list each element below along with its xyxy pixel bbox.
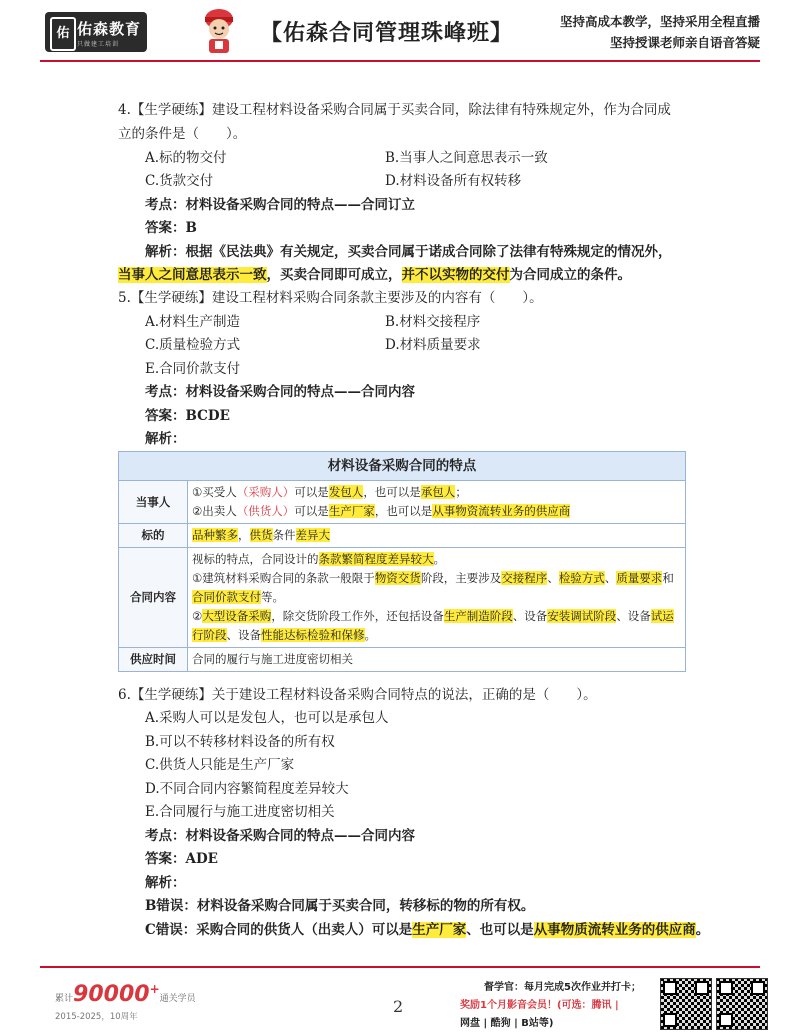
row-content: [188, 524, 686, 548]
q6-option-a: A.采购人可以是发包人，也可以是承包人: [145, 710, 389, 726]
highlight: 大型设备采购: [202, 609, 272, 623]
text: ，买卖合同即可成立，: [266, 267, 402, 283]
table-row: [119, 548, 686, 648]
text: ①买受人: [192, 485, 237, 499]
text: 可以是: [294, 485, 329, 499]
table-row: [119, 481, 686, 524]
text: 累计: [55, 994, 74, 1004]
q5-option-a: A.材料生产制造: [145, 314, 241, 330]
highlight: 安装调试阶段: [547, 609, 617, 623]
text: C错误：采购合同的供货人（出卖人）可以是: [145, 922, 413, 938]
cell-line: [192, 550, 681, 569]
row-label: 当事人: [119, 481, 188, 524]
row-content: [188, 548, 686, 648]
q5-answer: 答案：BCDE: [145, 408, 230, 424]
highlight: 差异大: [295, 528, 330, 542]
highlight: 并不以实物的交付: [401, 267, 510, 283]
q4-answer: 答案：B: [145, 220, 197, 236]
q5-explanation-label: 解析：: [145, 431, 186, 447]
highlight: 生产厂家: [328, 504, 375, 518]
text: +: [149, 982, 160, 996]
highlight: 质量要求: [616, 571, 663, 585]
text: 、也可以是: [466, 922, 534, 938]
table-row: [119, 648, 686, 672]
promo-line-3: 网盘 | 酷狗 | B站等): [460, 1018, 554, 1029]
q4-option-c: C.货款交付: [145, 173, 214, 189]
row-label: 合同内容: [119, 548, 188, 648]
text: 为合同成立的条件。: [509, 267, 631, 283]
q6-c-note: [145, 920, 709, 940]
text: ②出卖人: [192, 504, 237, 518]
logo-mark: 佑: [50, 17, 76, 51]
q6-explanation-label: 解析：: [145, 875, 186, 891]
logo-name: 佑森教育: [77, 20, 142, 38]
page-number: 2: [393, 997, 404, 1016]
highlight: 当事人之间意思表示一致: [118, 267, 267, 283]
highlight: 物资交货: [374, 571, 421, 585]
highlight: 品种繁多: [192, 528, 238, 542]
highlight: 条款繁简程度差异较大: [318, 552, 434, 566]
highlight: 从事物资流转业务的供应商: [432, 504, 571, 518]
q6-stem: 6.【生学硬练】关于建设工程材料设备采购合同特点的说法，正确的是（ ）。: [118, 687, 597, 703]
logo: [45, 12, 147, 52]
text: 。: [364, 628, 376, 642]
qr-code-icon: [660, 978, 712, 1030]
cell-line: [192, 569, 681, 588]
text: 条件: [272, 528, 296, 542]
table-row: [119, 524, 686, 548]
text: 和: [662, 571, 674, 585]
q6-b-note: B错误：材料设备采购合同属于买卖合同，转移标的物的所有权。: [145, 898, 535, 914]
promo-line-1: 督学官：每月完成5次作业并打卡；: [484, 982, 641, 993]
q5-option-e: E.合同价款支付: [145, 361, 241, 377]
highlight: 生产厂家: [412, 922, 467, 938]
highlight: 生产制造阶段: [443, 609, 513, 623]
mascot-icon: [196, 5, 242, 55]
q4-explanation-line2: [118, 265, 631, 285]
text: 通关学员: [159, 994, 196, 1004]
table-header-row: [119, 452, 686, 481]
highlight: 从事物质流转业务的供应商: [533, 922, 696, 938]
feature-table: [118, 451, 686, 672]
highlight: 试运: [650, 609, 674, 623]
text: ，除交货阶段工作外，还包括设备: [271, 609, 444, 623]
q6-kaodian: 考点：材料设备采购合同的特点——合同内容: [145, 828, 415, 844]
highlight: 承包人: [420, 485, 456, 499]
q6-option-d: D.不同合同内容繁简程度差异较大: [145, 781, 349, 797]
text: 、设备: [226, 628, 261, 642]
cell-line: [192, 483, 681, 502]
text: ；: [455, 485, 467, 499]
promo-line-2: 奖励1个月影音会员！(可选：腾讯 |: [460, 1000, 619, 1011]
q6-option-c: C.供货人只能是生产厂家: [145, 757, 295, 773]
highlight: 发包人: [328, 485, 364, 499]
text: 可以是: [294, 504, 329, 518]
text: 、设备: [616, 609, 651, 623]
q4-kaodian: 考点：材料设备采购合同的特点——合同订立: [145, 197, 415, 213]
cell-line: [192, 588, 681, 607]
text: 视标的特点，合同设计的: [192, 552, 319, 566]
text: 等。: [261, 590, 284, 604]
highlight: 合同价款支付: [192, 590, 261, 604]
q4-stem-line2: 立的条件是（ ）。: [118, 126, 247, 142]
qr-code-icon: [716, 978, 768, 1030]
cell-line: [192, 626, 681, 645]
text: 、: [604, 571, 617, 585]
highlight: 检验方式: [558, 571, 605, 585]
logo-subtitle: 只做建工培训: [77, 41, 120, 48]
text: ，: [238, 528, 250, 542]
header-divider: [40, 60, 760, 62]
footer-years: 2015-2025，10周年: [55, 1012, 138, 1022]
q4-option-a: A.标的物交付: [145, 150, 227, 166]
highlight: 行阶段: [192, 628, 227, 642]
q5-option-c: C.质量检验方式: [145, 337, 241, 353]
text: ①建筑材料采购合同的条款一般限于: [192, 571, 375, 585]
q4-option-b: B.当事人之间意思表示一致: [385, 150, 548, 166]
count-number: 90000: [73, 982, 150, 1007]
student-count: [55, 982, 196, 1007]
q4-option-d: D.材料设备所有权转移: [385, 173, 522, 189]
q6-option-b: B.可以不转移材料设备的所有权: [145, 734, 335, 750]
highlight: 供货: [249, 528, 273, 542]
text: （供货人）: [236, 504, 295, 518]
q5-option-b: B.材料交接程序: [385, 314, 481, 330]
row-label: 标的: [119, 524, 188, 548]
q6-answer: 答案：ADE: [145, 851, 218, 867]
cell-line: [192, 607, 681, 626]
row-label: 供应时间: [119, 648, 188, 672]
q6-option-e: E.合同履行与施工进度密切相关: [145, 804, 335, 820]
text: （采购人）: [236, 485, 295, 499]
text: ②: [192, 609, 203, 623]
text: ，也可以是: [363, 485, 421, 499]
slogan-line-1: 坚持高成本教学，坚持采用全程直播: [559, 14, 760, 29]
text: 。: [695, 922, 710, 938]
text: ，也可以是: [374, 504, 433, 518]
cell-line: [192, 502, 681, 521]
text: 。: [433, 552, 445, 566]
highlight: 性能达标检验和保修: [261, 628, 365, 642]
page-title: 【佑森合同管理珠峰班】: [260, 21, 514, 46]
q5-stem: 5.【生学硬练】建设工程材料采购合同条款主要涉及的内容有（ ）。: [118, 290, 543, 306]
text: 阶段，主要涉及: [420, 571, 502, 585]
q4-stem-line1: 4.【生学硬练】建设工程材料设备采购合同属于买卖合同，除法律有特殊规定外，作为合同成: [118, 102, 671, 118]
footer-divider: [40, 966, 760, 968]
text: 、设备: [512, 609, 548, 623]
q4-explanation-line1: 解析：根据《民法典》有关规定，买卖合同属于诺成合同除了法律有特殊规定的情况外，: [145, 244, 672, 260]
q5-kaodian: 考点：材料设备采购合同的特点——合同内容: [145, 384, 415, 400]
highlight: 交接程序: [501, 571, 548, 585]
row-content: 合同的履行与施工进度密切相关: [188, 648, 686, 672]
table-title: 材料设备采购合同的特点: [119, 452, 686, 481]
slogan-line-2: 坚持授课老师亲自语音答疑: [609, 35, 760, 50]
text: 、: [547, 571, 559, 585]
row-content: [188, 481, 686, 524]
q5-option-d: D.材料质量要求: [385, 337, 481, 353]
